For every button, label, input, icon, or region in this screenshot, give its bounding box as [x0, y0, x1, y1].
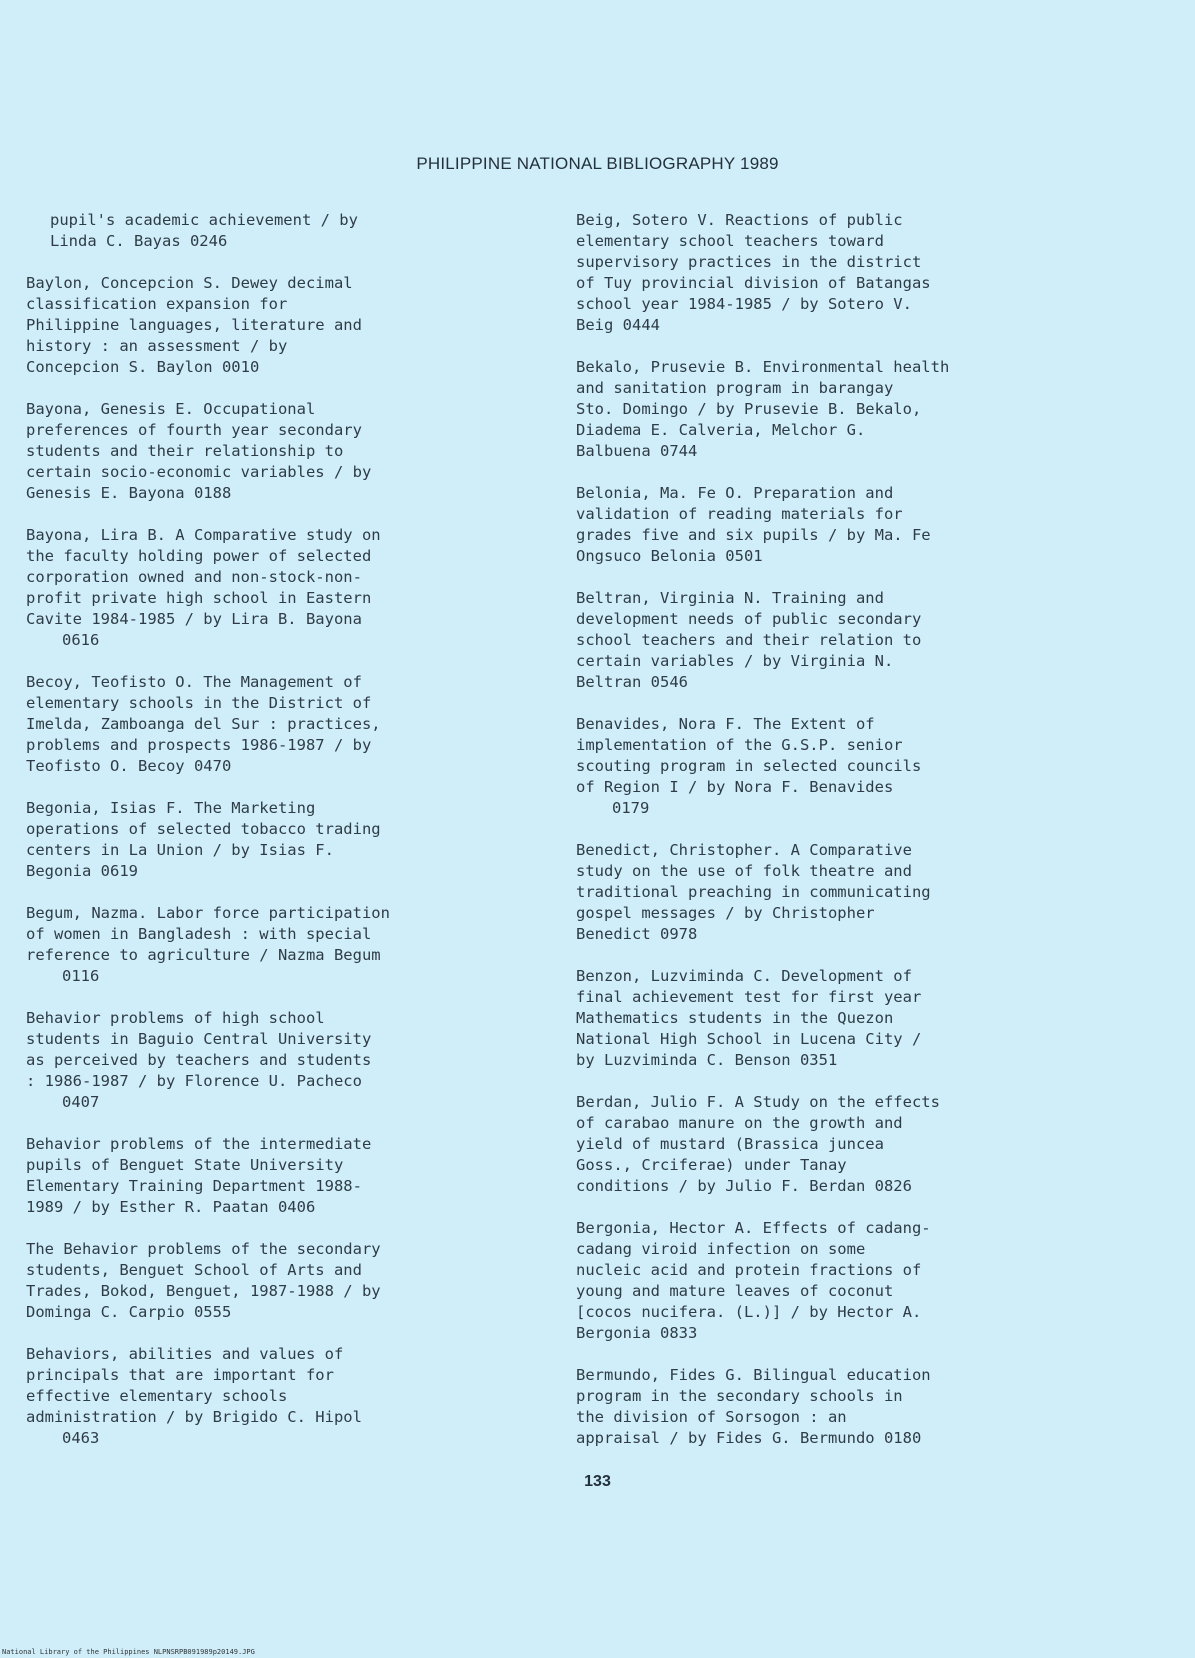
entry-line: operations of selected tobacco trading: [26, 820, 381, 838]
entry-line: study on the use of folk theatre and: [576, 862, 912, 880]
entry-line: students in Baguio Central University: [26, 1030, 372, 1048]
entry-line: profit private high school in Eastern: [26, 589, 372, 607]
entry-line: Beltran, Virginia N. Training and: [576, 589, 884, 607]
entry-line: certain variables / by Virginia N.: [576, 652, 894, 670]
bibliography-entry: [26, 525, 546, 651]
entry-line: final achievement test for first year: [576, 988, 922, 1006]
entry-line: yield of mustard (Brassica juncea: [576, 1135, 884, 1153]
bibliography-entry: [576, 210, 1096, 336]
entry-line: Beltran 0546: [576, 673, 688, 691]
entry-line: of Region I / by Nora F. Benavides: [576, 778, 894, 796]
entry-line: of carabao manure on the growth and: [576, 1114, 903, 1132]
entry-line: Bekalo, Prusevie B. Environmental health: [576, 358, 950, 376]
entry-line: Philippine languages, literature and: [26, 316, 362, 334]
entry-line: nucleic acid and protein fractions of: [576, 1261, 922, 1279]
bibliography-entry: [576, 714, 1096, 819]
entry-line: and sanitation program in barangay: [576, 379, 894, 397]
accession-number: 0463: [62, 1429, 100, 1447]
entry-line: National High School in Lucena City /: [576, 1030, 922, 1048]
entry-line: corporation owned and non-stock-non-: [26, 568, 362, 586]
entry-line: Benzon, Luzviminda C. Development of: [576, 967, 912, 985]
bibliography-entry: [26, 1344, 546, 1449]
entry-line: 1989 / by Esther R. Paatan 0406: [26, 1198, 316, 1216]
entry-line: Behavior problems of high school: [26, 1009, 325, 1027]
entry-line: Bayona, Genesis E. Occupational: [26, 400, 316, 418]
entry-line: Bayona, Lira B. A Comparative study on: [26, 526, 381, 544]
entry-line: pupils of Benguet State University: [26, 1156, 344, 1174]
entry-line: cadang viroid infection on some: [576, 1240, 866, 1258]
entry-line: elementary school teachers toward: [576, 232, 884, 250]
entry-line: Begonia 0619: [26, 862, 138, 880]
entry-line: grades five and six pupils / by Ma. Fe: [576, 526, 931, 544]
footer-credit: National Library of the Philippines NLPNSRPB091989p20149.JPG: [2, 1648, 255, 1656]
entry-line: Concepcion S. Baylon 0010: [26, 358, 260, 376]
entry-line: Behavior problems of the intermediate: [26, 1135, 372, 1153]
entry-line: Benedict, Christopher. A Comparative: [576, 841, 912, 859]
entry-line: young and mature leaves of coconut: [576, 1282, 894, 1300]
bibliography-entry: [26, 672, 546, 777]
entry-line: Ongsuco Belonia 0501: [576, 547, 763, 565]
entry-line: Berdan, Julio F. A Study on the effects: [576, 1093, 940, 1111]
entry-line: Mathematics students in the Quezon: [576, 1009, 894, 1027]
entry-line: Genesis E. Bayona 0188: [26, 484, 232, 502]
entry-line: Diadema E. Calveria, Melchor G.: [576, 421, 866, 439]
entry-line: by Luzviminda C. Benson 0351: [576, 1051, 838, 1069]
entry-line: gospel messages / by Christopher: [576, 904, 875, 922]
accession-number: 0179: [612, 799, 650, 817]
entry-line: of women in Bangladesh : with special: [26, 925, 372, 943]
entry-line: principals that are important for: [26, 1366, 334, 1384]
bibliography-entry: [576, 1218, 1096, 1344]
entry-line: validation of reading materials for: [576, 505, 903, 523]
entry-line: Bergonia 0833: [576, 1324, 698, 1342]
bibliography-entry: [26, 1239, 546, 1323]
accession-number: 0116: [62, 967, 100, 985]
bibliography-entry: [26, 798, 546, 882]
entry-line: certain socio-economic variables / by: [26, 463, 372, 481]
entry-line: the division of Sorsogon : an: [576, 1408, 847, 1426]
entry-line: reference to agriculture / Nazma Begum: [26, 946, 381, 964]
accession-number: 0407: [62, 1093, 100, 1111]
bibliography-entry: [576, 1092, 1096, 1197]
bibliography-entry: [576, 357, 1096, 462]
entry-line: Teofisto O. Becoy 0470: [26, 757, 232, 775]
entry-line: Benavides, Nora F. The Extent of: [576, 715, 875, 733]
entry-line: Imelda, Zamboanga del Sur : practices,: [26, 715, 381, 733]
entry-line: effective elementary schools: [26, 1387, 288, 1405]
entry-line: scouting program in selected councils: [576, 757, 922, 775]
page-title: PHILIPPINE NATIONAL BIBLIOGRAPHY 1989: [416, 154, 779, 173]
entry-line: Beig 0444: [576, 316, 660, 334]
entry-line: traditional preaching in communicating: [576, 883, 931, 901]
entry-line: Baylon, Concepcion S. Dewey decimal: [26, 274, 353, 292]
entry-line: Begum, Nazma. Labor force participation: [26, 904, 390, 922]
bibliography-entry: [26, 273, 546, 378]
entry-line: conditions / by Julio F. Berdan 0826: [576, 1177, 912, 1195]
entry-line: : 1986-1987 / by Florence U. Pacheco: [26, 1072, 362, 1090]
bibliography-entry: [26, 1008, 546, 1113]
entry-line: school teachers and their relation to: [576, 631, 922, 649]
bibliography-entry: [26, 210, 546, 252]
entry-line: administration / by Brigido C. Hipol: [26, 1408, 362, 1426]
accession-number: 0616: [62, 631, 100, 649]
entry-line: pupil's academic achievement / by: [50, 211, 358, 229]
entry-line: Goss., Crciferae) under Tanay: [576, 1156, 847, 1174]
entry-line: the faculty holding power of selected: [26, 547, 372, 565]
entry-line: centers in La Union / by Isias F.: [26, 841, 334, 859]
entry-line: Bermundo, Fides G. Bilingual education: [576, 1366, 931, 1384]
entry-line: Dominga C. Carpio 0555: [26, 1303, 232, 1321]
bibliography-entry: [576, 483, 1096, 567]
entry-line: as perceived by teachers and students: [26, 1051, 372, 1069]
entry-line: Becoy, Teofisto O. The Management of: [26, 673, 362, 691]
entry-line: implementation of the G.S.P. senior: [576, 736, 903, 754]
entry-line: Balbuena 0744: [576, 442, 698, 460]
bibliography-entry: [576, 840, 1096, 945]
entry-line: Trades, Bokod, Benguet, 1987-1988 / by: [26, 1282, 381, 1300]
entry-line: students, Benguet School of Arts and: [26, 1261, 362, 1279]
bibliography-entry: [576, 588, 1096, 693]
entry-line: problems and prospects 1986-1987 / by: [26, 736, 372, 754]
bibliography-entry: [576, 1365, 1096, 1449]
entry-line: elementary schools in the District of: [26, 694, 372, 712]
entry-line: classification expansion for: [26, 295, 288, 313]
entry-line: The Behavior problems of the secondary: [26, 1240, 381, 1258]
entry-line: development needs of public secondary: [576, 610, 922, 628]
bibliography-entry: [26, 903, 546, 987]
left-column: [26, 210, 546, 1470]
page-number: 133: [584, 1473, 611, 1490]
right-column: [576, 210, 1096, 1470]
entry-line: Elementary Training Department 1988-: [26, 1177, 362, 1195]
entry-line: history : an assessment / by: [26, 337, 288, 355]
entry-line: Cavite 1984-1985 / by Lira B. Bayona: [26, 610, 362, 628]
entry-line: preferences of fourth year secondary: [26, 421, 362, 439]
entry-line: students and their relationship to: [26, 442, 344, 460]
entry-line: Behaviors, abilities and values of: [26, 1345, 344, 1363]
bibliography-entry: [26, 399, 546, 504]
entry-line: of Tuy provincial division of Batangas: [576, 274, 931, 292]
entry-line: Beig, Sotero V. Reactions of public: [576, 211, 903, 229]
entry-line: [cocos nucifera. (L.)] / by Hector A.: [576, 1303, 922, 1321]
entry-line: program in the secondary schools in: [576, 1387, 903, 1405]
entry-line: Sto. Domingo / by Prusevie B. Bekalo,: [576, 400, 922, 418]
entry-line: appraisal / by Fides G. Bermundo 0180: [576, 1429, 922, 1447]
bibliography-entry: [26, 1134, 546, 1218]
entry-line: Begonia, Isias F. The Marketing: [26, 799, 316, 817]
entry-line: Bergonia, Hector A. Effects of cadang-: [576, 1219, 931, 1237]
bibliography-entry: [576, 966, 1096, 1071]
entry-line: Linda C. Bayas 0246: [50, 232, 228, 250]
entry-line: Benedict 0978: [576, 925, 698, 943]
entry-line: Belonia, Ma. Fe O. Preparation and: [576, 484, 894, 502]
entry-line: supervisory practices in the district: [576, 253, 922, 271]
entry-line: school year 1984-1985 / by Sotero V.: [576, 295, 912, 313]
